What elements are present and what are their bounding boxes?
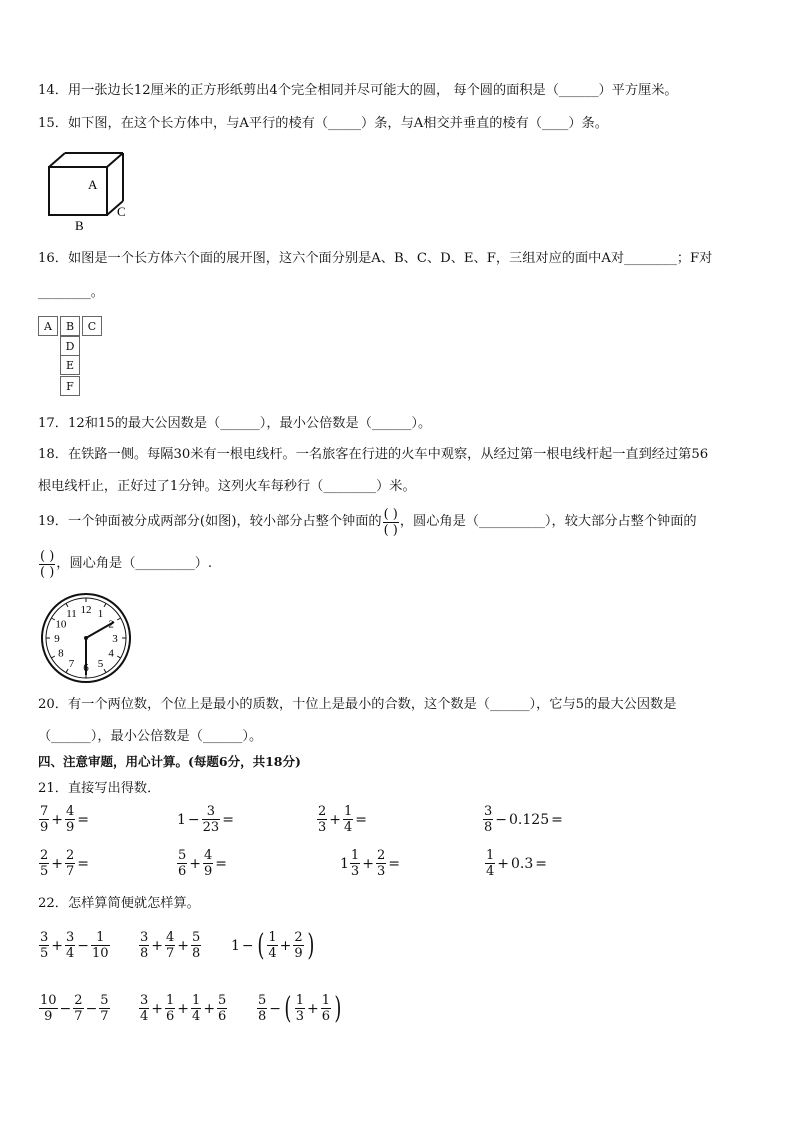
- clock-number: 6: [83, 662, 89, 674]
- fraction: $\frac{1}{4}$: [192, 993, 201, 1024]
- right-paren: ): [334, 990, 342, 1026]
- left-paren: (: [257, 927, 265, 963]
- fraction: 10 9: [40, 993, 57, 1024]
- net-cell-c: C: [82, 316, 102, 336]
- clock-tick: [104, 669, 106, 672]
- question-22: [38, 895, 200, 913]
- q20-line2: （______），最小公倍数是（______）。: [38, 729, 263, 744]
- fraction: 3 5: [40, 930, 49, 961]
- clock-tick: [104, 603, 106, 606]
- fraction: 3 4: [140, 993, 149, 1024]
- question-20-cont: [38, 728, 262, 746]
- q19-part1: 19．一个钟面被分成两部分(如图)，较小部分占整个钟面的: [38, 514, 382, 529]
- clock-number: 3: [112, 633, 118, 645]
- q16-line1: 16．如图是一个长方体六个面的展开图，这六个面分别是A、B、C、D、E、F，三组对应的面中A对________；F对: [38, 251, 713, 266]
- fraction: $\frac{5}{6}$: [218, 993, 227, 1024]
- q21-expr-5: 2 5 + $\frac{2}{7}$ =: [40, 848, 90, 879]
- clock-number: 7: [68, 658, 75, 671]
- fraction: $\frac{4}{9}$: [204, 848, 213, 879]
- q16-line2: ________。: [38, 285, 104, 300]
- fraction: $\frac{4}{7}$: [166, 930, 175, 961]
- q22-expr-1: 3 5 + $\frac{3}{4}$ − $\frac{1}{10}$: [40, 930, 109, 961]
- clock-figure: [38, 592, 138, 684]
- clock-number: 10: [55, 618, 67, 631]
- fraction: 1 3: [295, 993, 305, 1024]
- question-18-cont: [38, 478, 416, 496]
- question-20: [38, 696, 676, 714]
- q22-expr-6: 5 8 − ( 1 3 + $\frac{1}{6}$ ): [258, 990, 342, 1026]
- net-cell-d: D: [60, 336, 80, 356]
- question-17: [38, 415, 431, 433]
- edge-label-b: B: [75, 218, 84, 232]
- fraction-denominator: ( ): [383, 522, 398, 538]
- q21-expr-7: 1 1 3 + $\frac{2}{3}$ =: [340, 848, 400, 879]
- fraction: $\frac{5}{8}$: [192, 930, 201, 961]
- q21-expr-2: 1 − $\frac{3}{23}$ =: [177, 804, 234, 835]
- fraction: $\frac{2}{7}$: [74, 993, 83, 1024]
- net-cell-a: A: [38, 316, 58, 336]
- question-21: [38, 780, 160, 798]
- q21-expr-4: 3 8 − 0.125 =: [484, 804, 563, 835]
- fraction: $\frac{1}{6}$: [166, 993, 175, 1024]
- q22-expr-4: 10 9 − $\frac{2}{7}$ − $\frac{5}{7}$: [40, 993, 109, 1024]
- clock-tick: [66, 669, 68, 672]
- q19-part2: ，圆心角是（__________），较大部分占整个钟面的: [399, 514, 697, 529]
- fraction-denominator: ( ): [40, 564, 55, 580]
- clock-tick: [66, 603, 68, 606]
- section-4-heading: [38, 753, 301, 771]
- fraction: 3 8: [484, 804, 493, 835]
- q21-expr-3: 2 3 + $\frac{1}{4}$ =: [318, 804, 368, 835]
- clock-number: 1: [97, 607, 104, 620]
- fraction: 3 8: [140, 930, 149, 961]
- question-19: [38, 506, 697, 538]
- fraction: $\frac{2}{9}$: [294, 930, 303, 961]
- section-4-title: 四、注意审题，用心计算。(每题6分，共18分): [38, 754, 301, 769]
- q22-text: 22．怎样算简便就怎样算。: [38, 896, 200, 911]
- fraction-numerator: ( ): [40, 548, 55, 564]
- question-16-cont: [38, 284, 104, 302]
- question-19-cont: [38, 548, 212, 580]
- clock-number: 12: [80, 604, 92, 616]
- edge-label-c: C: [117, 204, 126, 219]
- q18-line2: 根电线杆止，正好过了1分钟。这列火车每秒行（________）米。: [38, 479, 416, 494]
- fraction: $\frac{2}{3}$: [376, 848, 386, 879]
- fraction: 5 8: [258, 993, 267, 1024]
- question-15: [38, 115, 608, 133]
- fraction: $\frac{5}{7}$: [100, 993, 109, 1024]
- clock-number: 5: [97, 658, 104, 671]
- fraction: $\frac{3}{23}$: [202, 804, 220, 835]
- q15-text: 15．如下图，在这个长方体中，与A平行的棱有（_____）条，与A相交并垂直的棱有（____）条。: [38, 116, 608, 131]
- net-cell-f: F: [60, 376, 80, 396]
- q17-text: 17．12和15的最大公因数是（______），最小公倍数是（______）。: [38, 416, 432, 431]
- fraction-numerator: ( ): [383, 506, 398, 522]
- q22-expr-5: 3 4 + $\frac{1}{6}$ + $\frac{1}{4}$ + $\frac{5}{6}$: [140, 993, 227, 1024]
- fraction: $\frac{1}{10}$: [92, 930, 109, 961]
- net-cell-e: E: [60, 355, 80, 375]
- clock-number: 8: [58, 647, 64, 660]
- clock-tick: [117, 618, 120, 620]
- q18-line1: 18．在铁路一侧。每隔30米有一根电线杆。一名旅客在行进的火车中观察，从经过第一根电线杆起一直到经过第56: [38, 447, 709, 462]
- fraction: $\frac{3}{4}$: [66, 930, 75, 961]
- q21-expr-1: 7 9 + $\frac{4}{9}$ =: [40, 804, 90, 835]
- q19-fraction-small: [383, 507, 399, 538]
- question-16: [38, 250, 712, 268]
- fraction: 2 3: [318, 804, 327, 835]
- left-paren: (: [284, 990, 292, 1026]
- q22-expr-3: 1 − ( 1 4 + $\frac{2}{9}$ ): [231, 927, 315, 963]
- fraction: 1 4: [486, 848, 495, 879]
- q21-expr-8: 1 4 + 0.3 =: [486, 848, 548, 879]
- cuboid-figure: [44, 150, 134, 232]
- clock-number: 11: [66, 607, 77, 620]
- q20-line1: 20．有一个两位数，个位上是最小的质数，十位上是最小的合数，这个数是（______），它与5的最大公因数是: [38, 697, 677, 712]
- question-18: [38, 446, 708, 464]
- fraction: $\frac{1}{6}$: [321, 993, 331, 1024]
- clock-number: 4: [108, 647, 114, 660]
- right-paren: ): [307, 927, 315, 963]
- fraction: 7 9: [40, 804, 49, 835]
- fraction: $\frac{1}{4}$: [344, 804, 353, 835]
- clock-number: 9: [54, 633, 60, 645]
- fraction: $\frac{4}{9}$: [66, 804, 75, 835]
- q21-expr-6: 5 6 + $\frac{4}{9}$ =: [178, 848, 228, 879]
- clock-tick: [117, 656, 120, 658]
- q19-part3: ，圆心角是（_________）.: [56, 556, 213, 571]
- edge-label-a: A: [88, 177, 98, 192]
- fraction: $\frac{2}{7}$: [66, 848, 75, 879]
- clock-tick: [51, 656, 54, 658]
- fraction: 1 3: [350, 848, 360, 879]
- net-cell-b: B: [60, 316, 80, 336]
- question-14: [38, 82, 678, 100]
- fraction: 2 5: [40, 848, 49, 879]
- fraction: 5 6: [178, 848, 187, 879]
- q21-text: 21．直接写出得数．: [38, 781, 161, 796]
- fraction: 1 4: [268, 930, 277, 961]
- q14-text: 14．用一张边长12厘米的正方形纸剪出4个完全相同并尽可能大的圆， 每个圆的面积是（______）平方厘米。: [38, 83, 678, 98]
- clock-number: 2: [108, 618, 114, 631]
- q22-expr-2: 3 8 + $\frac{4}{7}$ + $\frac{5}{8}$: [140, 930, 201, 961]
- clock-tick: [51, 618, 54, 620]
- q19-fraction-large: [39, 549, 55, 580]
